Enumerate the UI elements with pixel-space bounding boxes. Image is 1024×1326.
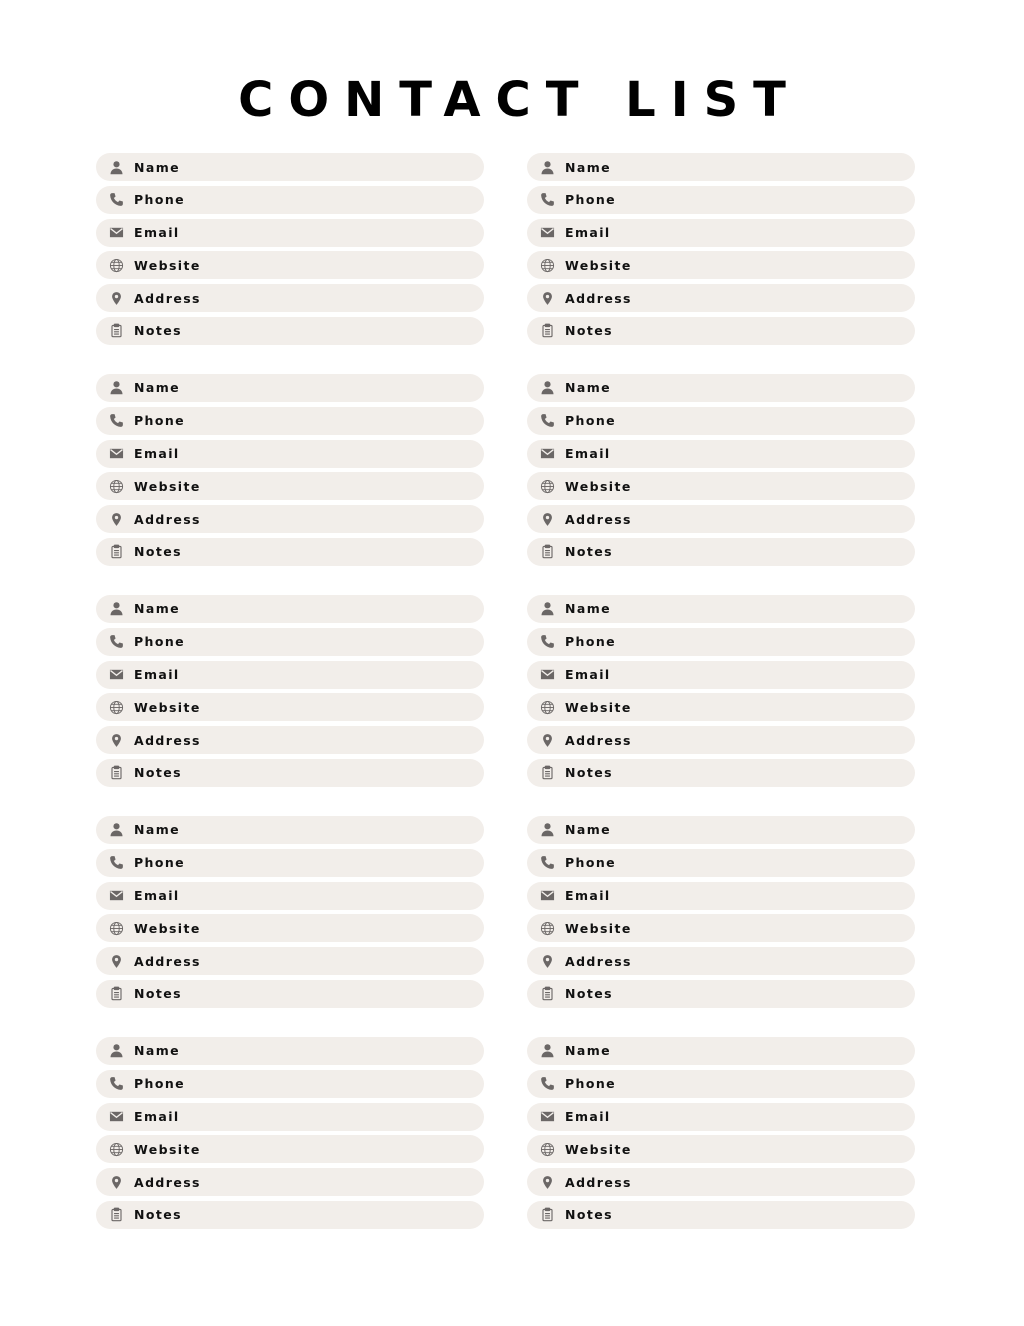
phone-label: Phone — [565, 1076, 617, 1092]
phone-icon — [108, 192, 124, 208]
person-icon — [539, 822, 555, 838]
website-label: Website — [565, 478, 632, 494]
phone-label: Phone — [134, 413, 186, 429]
notes-field[interactable] — [527, 538, 915, 566]
clipboard-icon — [108, 986, 124, 1002]
address-field[interactable] — [96, 1168, 484, 1196]
address-field[interactable] — [96, 284, 484, 312]
notes-label: Notes — [134, 544, 182, 560]
envelope-icon — [539, 667, 555, 683]
email-field[interactable] — [96, 1103, 484, 1131]
website-field[interactable] — [96, 251, 484, 279]
phone-label: Phone — [565, 855, 617, 871]
address-field[interactable] — [527, 947, 915, 975]
website-field[interactable] — [527, 472, 915, 500]
email-label: Email — [565, 667, 611, 683]
contact-card — [96, 1037, 484, 1229]
envelope-icon — [108, 225, 124, 241]
globe-icon — [108, 920, 124, 936]
phone-icon — [539, 192, 555, 208]
notes-field[interactable] — [96, 1201, 484, 1229]
envelope-icon — [108, 888, 124, 904]
name-label: Name — [565, 601, 611, 617]
phone-field[interactable] — [527, 1070, 915, 1098]
phone-icon — [108, 413, 124, 429]
website-label: Website — [134, 257, 201, 273]
contact-card — [527, 153, 915, 345]
phone-label: Phone — [565, 413, 617, 429]
website-label: Website — [565, 1141, 632, 1157]
phone-icon — [539, 855, 555, 871]
globe-icon — [539, 478, 555, 494]
name-field[interactable] — [527, 1037, 915, 1065]
website-field[interactable] — [527, 251, 915, 279]
notes-field[interactable] — [96, 538, 484, 566]
website-field[interactable] — [96, 1135, 484, 1163]
notes-field[interactable] — [96, 759, 484, 787]
clipboard-icon — [539, 1207, 555, 1223]
map-pin-icon — [539, 953, 555, 969]
name-label: Name — [134, 380, 180, 396]
clipboard-icon — [539, 986, 555, 1002]
address-field[interactable] — [527, 1168, 915, 1196]
map-pin-icon — [539, 511, 555, 527]
phone-icon — [108, 1076, 124, 1092]
address-label: Address — [134, 1174, 201, 1190]
notes-label: Notes — [565, 544, 613, 560]
address-label: Address — [565, 511, 632, 527]
website-label: Website — [565, 257, 632, 273]
contact-card — [96, 816, 484, 1008]
name-field[interactable] — [96, 153, 484, 181]
phone-field[interactable] — [527, 407, 915, 435]
name-field[interactable] — [96, 595, 484, 623]
email-field[interactable] — [96, 219, 484, 247]
email-field[interactable] — [96, 882, 484, 910]
address-label: Address — [565, 1174, 632, 1190]
email-field[interactable] — [527, 1103, 915, 1131]
globe-icon — [539, 257, 555, 273]
name-label: Name — [565, 159, 611, 175]
phone-field[interactable] — [96, 628, 484, 656]
notes-label: Notes — [134, 1207, 182, 1223]
notes-field[interactable] — [527, 317, 915, 345]
globe-icon — [108, 1141, 124, 1157]
address-field[interactable] — [96, 947, 484, 975]
map-pin-icon — [108, 1174, 124, 1190]
phone-field[interactable] — [527, 849, 915, 877]
clipboard-icon — [539, 765, 555, 781]
website-field[interactable] — [527, 1135, 915, 1163]
website-label: Website — [134, 699, 201, 715]
person-icon — [108, 159, 124, 175]
envelope-icon — [539, 446, 555, 462]
contact-card — [527, 816, 915, 1008]
website-field[interactable] — [96, 472, 484, 500]
globe-icon — [108, 478, 124, 494]
name-field[interactable] — [527, 595, 915, 623]
notes-label: Notes — [565, 765, 613, 781]
clipboard-icon — [539, 544, 555, 560]
person-icon — [539, 159, 555, 175]
phone-field[interactable] — [527, 628, 915, 656]
notes-field[interactable] — [96, 317, 484, 345]
phone-field[interactable] — [96, 1070, 484, 1098]
map-pin-icon — [108, 511, 124, 527]
phone-field[interactable] — [527, 186, 915, 214]
contact-card — [527, 595, 915, 787]
notes-label: Notes — [134, 986, 182, 1002]
globe-icon — [539, 920, 555, 936]
phone-label: Phone — [134, 855, 186, 871]
clipboard-icon — [108, 544, 124, 560]
name-field[interactable] — [96, 374, 484, 402]
email-label: Email — [134, 667, 180, 683]
phone-label: Phone — [565, 192, 617, 208]
website-field[interactable] — [527, 914, 915, 942]
email-label: Email — [565, 1109, 611, 1125]
phone-label: Phone — [565, 634, 617, 650]
name-label: Name — [134, 601, 180, 617]
name-field[interactable] — [527, 816, 915, 844]
name-label: Name — [134, 159, 180, 175]
email-field[interactable] — [527, 440, 915, 468]
email-field[interactable] — [96, 661, 484, 689]
page-title: CONTACT LIST — [238, 72, 801, 128]
address-label: Address — [565, 732, 632, 748]
phone-icon — [539, 413, 555, 429]
website-field[interactable] — [96, 914, 484, 942]
map-pin-icon — [108, 732, 124, 748]
notes-label: Notes — [134, 323, 182, 339]
website-label: Website — [565, 920, 632, 936]
name-label: Name — [134, 1043, 180, 1059]
name-field[interactable] — [96, 1037, 484, 1065]
email-label: Email — [565, 446, 611, 462]
name-field[interactable] — [527, 374, 915, 402]
phone-icon — [539, 634, 555, 650]
email-field[interactable] — [527, 219, 915, 247]
person-icon — [539, 380, 555, 396]
website-field[interactable] — [96, 693, 484, 721]
phone-field[interactable] — [96, 186, 484, 214]
envelope-icon — [108, 667, 124, 683]
website-label: Website — [134, 1141, 201, 1157]
name-label: Name — [134, 822, 180, 838]
address-label: Address — [565, 953, 632, 969]
email-label: Email — [134, 1109, 180, 1125]
contact-card — [96, 153, 484, 345]
phone-label: Phone — [134, 1076, 186, 1092]
person-icon — [539, 1043, 555, 1059]
email-label: Email — [565, 225, 611, 241]
map-pin-icon — [539, 1174, 555, 1190]
phone-icon — [539, 1076, 555, 1092]
notes-field[interactable] — [96, 980, 484, 1008]
name-field[interactable] — [96, 816, 484, 844]
email-label: Email — [134, 446, 180, 462]
contact-card — [96, 595, 484, 787]
envelope-icon — [539, 888, 555, 904]
name-label: Name — [565, 1043, 611, 1059]
person-icon — [539, 601, 555, 617]
globe-icon — [539, 699, 555, 715]
contact-card — [527, 374, 915, 566]
contact-grid — [96, 153, 915, 1229]
name-field[interactable] — [527, 153, 915, 181]
email-label: Email — [134, 888, 180, 904]
map-pin-icon — [108, 953, 124, 969]
envelope-icon — [108, 446, 124, 462]
clipboard-icon — [108, 765, 124, 781]
address-field[interactable] — [96, 726, 484, 754]
contact-card — [527, 1037, 915, 1229]
contact-card — [96, 374, 484, 566]
envelope-icon — [108, 1109, 124, 1125]
phone-icon — [108, 855, 124, 871]
map-pin-icon — [108, 290, 124, 306]
email-field[interactable] — [527, 882, 915, 910]
envelope-icon — [539, 225, 555, 241]
name-label: Name — [565, 822, 611, 838]
website-field[interactable] — [527, 693, 915, 721]
email-field[interactable] — [96, 440, 484, 468]
phone-label: Phone — [134, 634, 186, 650]
address-label: Address — [565, 290, 632, 306]
envelope-icon — [539, 1109, 555, 1125]
notes-label: Notes — [565, 1207, 613, 1223]
address-label: Address — [134, 953, 201, 969]
clipboard-icon — [108, 323, 124, 339]
website-label: Website — [134, 478, 201, 494]
notes-label: Notes — [565, 323, 613, 339]
website-label: Website — [134, 920, 201, 936]
email-field[interactable] — [527, 661, 915, 689]
notes-label: Notes — [565, 986, 613, 1002]
phone-field[interactable] — [96, 849, 484, 877]
phone-icon — [108, 634, 124, 650]
address-label: Address — [134, 290, 201, 306]
clipboard-icon — [539, 323, 555, 339]
address-field[interactable] — [527, 505, 915, 533]
person-icon — [108, 1043, 124, 1059]
clipboard-icon — [108, 1207, 124, 1223]
address-field[interactable] — [96, 505, 484, 533]
person-icon — [108, 601, 124, 617]
map-pin-icon — [539, 732, 555, 748]
person-icon — [108, 380, 124, 396]
notes-label: Notes — [134, 765, 182, 781]
globe-icon — [108, 699, 124, 715]
email-label: Email — [134, 225, 180, 241]
person-icon — [108, 822, 124, 838]
address-field[interactable] — [527, 726, 915, 754]
phone-field[interactable] — [96, 407, 484, 435]
email-label: Email — [565, 888, 611, 904]
name-label: Name — [565, 380, 611, 396]
address-label: Address — [134, 511, 201, 527]
map-pin-icon — [539, 290, 555, 306]
globe-icon — [539, 1141, 555, 1157]
address-label: Address — [134, 732, 201, 748]
globe-icon — [108, 257, 124, 273]
notes-field[interactable] — [527, 1201, 915, 1229]
notes-field[interactable] — [527, 759, 915, 787]
phone-label: Phone — [134, 192, 186, 208]
website-label: Website — [565, 699, 632, 715]
address-field[interactable] — [527, 284, 915, 312]
notes-field[interactable] — [527, 980, 915, 1008]
